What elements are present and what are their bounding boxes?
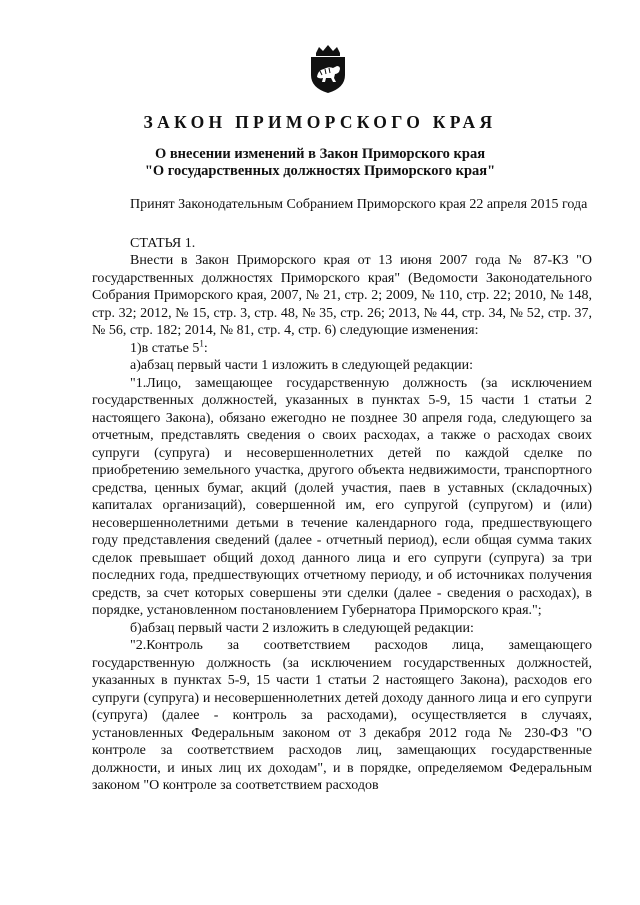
- subtitle-line-2: "О государственных должностях Приморского края": [144, 163, 496, 179]
- tiger-shield-icon: [306, 44, 350, 94]
- quote-part-1: "1.Лицо, замещающее государственную должность (за исключением государственных должностей, указанных в пунктах 5-9, 15 части 1 статьи 2 настоящего Закона), обязано ежегодно не позднее 30 апреля года, следующего за отчетным, представлять сведения о своих расходах, а также о расходах своих супруги (супруга) и несовершеннолетних детей по каждой сделке по приобретению земельного участка, другого объекта недвижимости, транспортного средства, ценных бумаг, акций (долей участия, паев в уставных (складочных) капиталах организаций), совершенной им, его супругой (супругом) и (или) несовершеннолетними детьми в течение календарного года, предшествующего году представления сведений (далее - отчетный период), если общая сумма таких сделок превышает общий доход данного лица и его супруги (супруга) за три последних года, предшествующих отчетному периоду, и об источниках получения средств, за счет которых совершены эти сделки (далее - сведения о расходах), в порядке, установленном постановлением Губернатора Приморского края.";: [92, 375, 592, 618]
- coat-of-arms-emblem: [306, 44, 350, 94]
- item-1-text: 1)в статье 5: [130, 340, 200, 356]
- quote-part-2: "2.Контроль за соответствием расходов лица, замещающего государственную должность (за исключением государственных должностей, указанных в пунктах 5-9, 15 части 1 статьи 2 настоящего Закона), расходов его супруги (супруга) и несовершеннолетних детей доходу данного лица и его супруги (супруга) (далее - контроль за расходами), осуществляется в случаях, установленных Федеральным законом от 3 декабря 2012 года № 230-ФЗ "О контроле за соответствием расходов лиц, замещающих государственные должности, и иных лиц их доходам", и в порядке, определяемом Федеральным законом "О контроле за соответствием расходов: [92, 638, 592, 793]
- item-1-colon: :: [203, 340, 208, 356]
- item-1a: а)абзац первый части 1 изложить в следующей редакции:: [130, 358, 474, 373]
- subtitle-line-1: О внесении изменений в Закон Приморского края: [154, 146, 486, 162]
- article-heading: СТАТЬЯ 1.: [130, 235, 196, 251]
- article-intro: Внести в Закон Приморского края от 13 июня 2007 года № 87-КЗ "О государственных должностях Приморского края" (Ведомости Законодательного Собрания Приморского края, 2007, № 21, стр. 2; 2009, № 110, стр. 22; 2010, № 148, стр. 32; 2012, № 15, стр. 3, стр. 48, № 35, стр. 26; 2013, № 44, стр. 34, № 52, стр. 37, № 56, стр. 182; 2014, № 81, стр. 4, стр. 6) следующие изменения:: [92, 253, 592, 338]
- adoption-statement: Принят Законодательным Собранием Приморского края 22 апреля 2015 года: [130, 197, 588, 212]
- item-1b: б)абзац первый части 2 изложить в следующей редакции:: [130, 620, 474, 636]
- item-1-superscript: 1: [199, 337, 204, 348]
- document-body: [92, 196, 592, 795]
- document-title: ЗАКОН ПРИМОРСКОГО КРАЯ: [143, 112, 497, 132]
- item-1: [92, 337, 592, 358]
- document-subtitle: [0, 146, 640, 180]
